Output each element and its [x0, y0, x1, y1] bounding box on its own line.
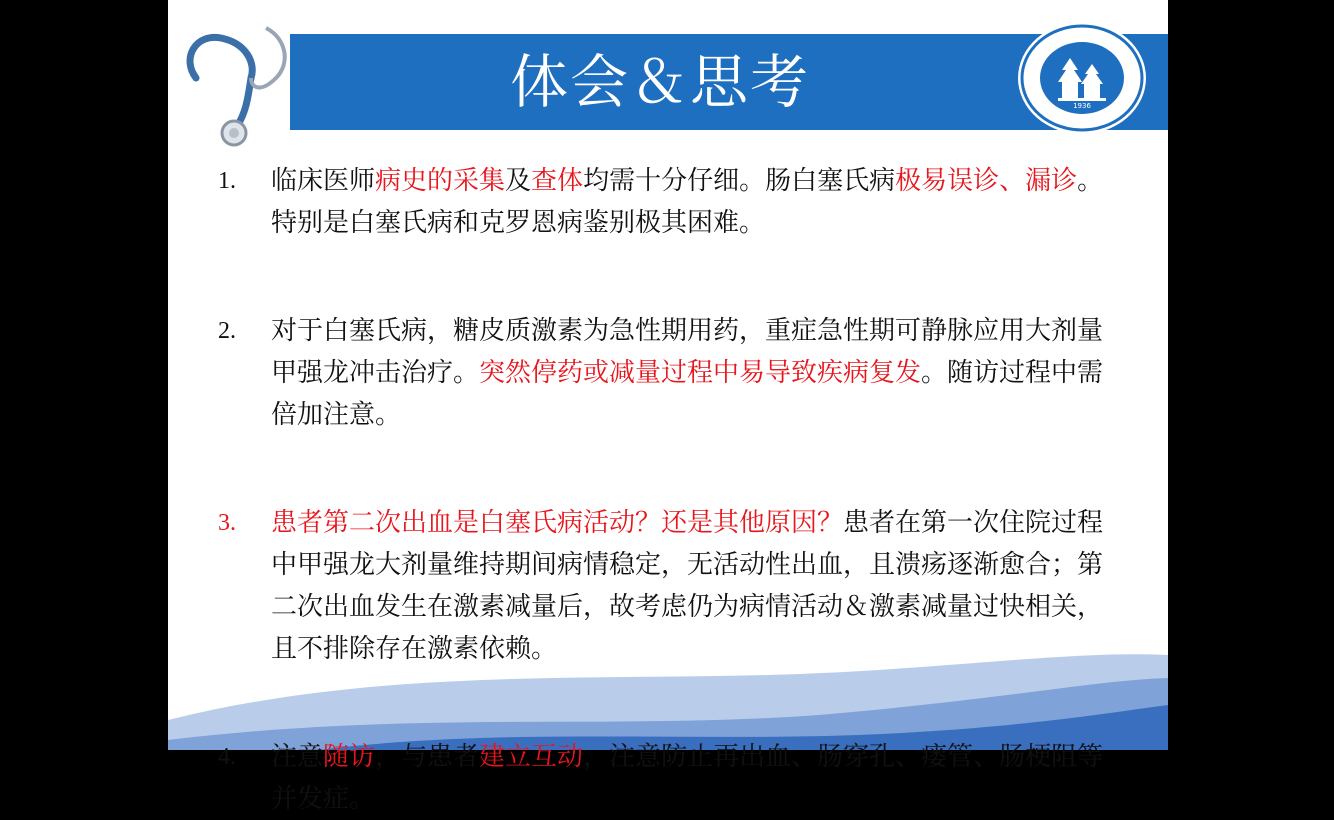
item-number: 3.	[218, 510, 236, 536]
logo-year: 1936	[1073, 102, 1091, 110]
item-number: 1.	[218, 168, 236, 194]
slide	[168, 0, 1168, 814]
item-text: 。随访过程中需倍加注意。	[271, 358, 1104, 430]
item-highlight: 患者第二次出血是白塞氏病活动？还是其他原因？	[271, 508, 844, 538]
item-highlight: 病史的采集	[375, 166, 506, 196]
item-text: 患者在第一次住院过程中甲强龙大剂量维持期间病情稳定，无活动性出血，且溃疡逐渐愈合；第二次出血发生在激素减量后，故考虑仍为病情活动＆激素减量过快相关，且不排除存在激素依赖。	[271, 508, 1104, 664]
item-text: 注意	[271, 742, 324, 772]
item-text: 对于白塞氏病，糖皮质激素为急性期用药，重症急性期可静脉应用大剂量甲强龙冲击治疗。	[271, 316, 1104, 388]
item-text: ，与患者	[375, 742, 480, 772]
list-item	[218, 310, 1118, 436]
item-highlight: 突然停药或减量过程中易导致疾病复发	[479, 358, 922, 388]
item-highlight: 极易误诊、漏诊	[895, 166, 1078, 196]
item-number: 2.	[218, 318, 236, 344]
item-highlight: 随访	[323, 742, 376, 772]
item-highlight: 查体	[531, 166, 584, 196]
list-item	[218, 502, 1118, 670]
item-text: 及	[505, 166, 532, 196]
item-text: 。特别是白塞氏病和克罗恩病鉴别极其困难。	[271, 166, 1104, 238]
hospital-logo-icon	[1014, 20, 1150, 136]
item-text: ，注意防止再出血、肠穿孔、瘘管、肠梗阻等并发症。	[271, 742, 1104, 814]
content-list	[218, 160, 1118, 820]
item-number: 4.	[218, 744, 236, 770]
item-highlight: 建立互动	[479, 742, 584, 772]
item-text: 均需十分仔细。肠白塞氏病	[583, 166, 896, 196]
page-title: 体会＆思考	[509, 48, 810, 116]
list-item	[218, 736, 1118, 820]
list-item	[218, 160, 1118, 244]
item-text: 临床医师	[271, 166, 376, 196]
stethoscope-icon	[176, 18, 296, 148]
